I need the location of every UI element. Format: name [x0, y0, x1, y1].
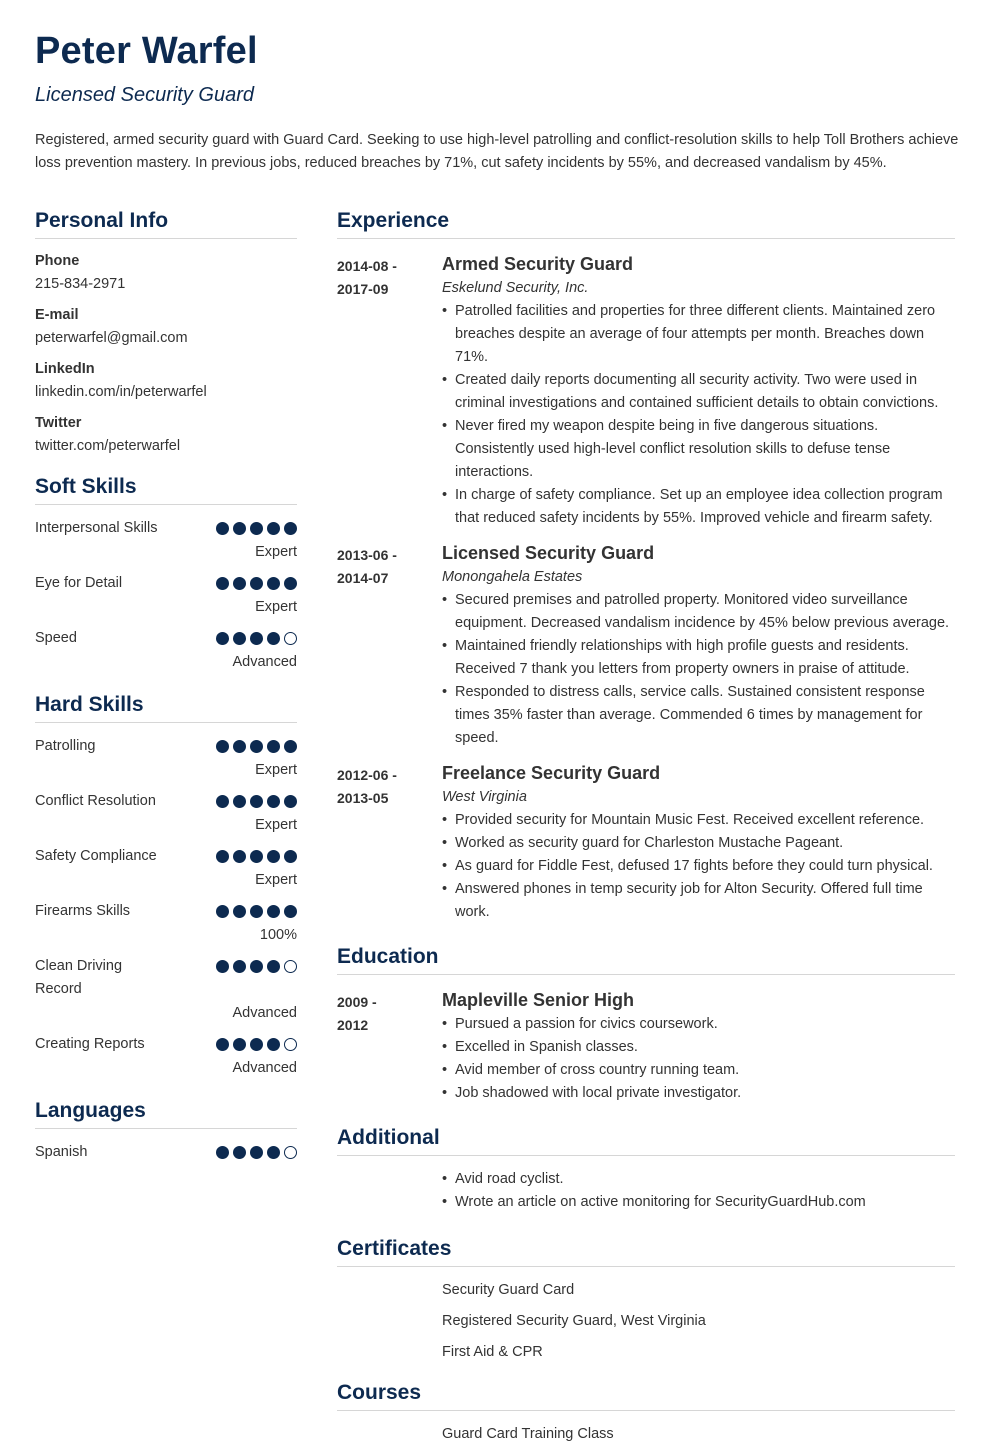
bullet-item: • Patrolled facilities and properties for three different clients. Maintained zero breaches despite an average of four attempts per month. Breaches down 71%.: [442, 300, 955, 369]
rating-dot-filled: [250, 850, 263, 863]
bullet-item: • Never fired my weapon despite being in five dangerous situations. Consistently used high-level conflict resolution skills to defuse tense interactions.: [442, 415, 955, 484]
rating-dot-filled: [250, 522, 263, 535]
skill-level: Expert: [255, 817, 297, 833]
rating-dot-filled: [267, 850, 280, 863]
certificate-item: Registered Security Guard, West Virginia: [442, 1313, 706, 1329]
skill-name: Firearms Skills: [35, 903, 131, 919]
certificate-item: Security Guard Card: [442, 1282, 575, 1298]
courses-heading: Courses: [337, 1380, 955, 1411]
bullet-item: • Pursued a passion for civics coursework.: [442, 1013, 955, 1036]
bullet-item: • Created daily reports documenting all security activity. Two were used in criminal investigations and contained sufficient details to obtain convictions.: [442, 369, 955, 415]
skill-name: Eye for Detail: [35, 575, 123, 591]
date-start: 2014-08 -: [337, 258, 397, 274]
skill-item: [35, 955, 297, 1023]
rating-dot-filled: [267, 960, 280, 973]
entry-date: [337, 987, 442, 1105]
skill-name: Conflict Resolution: [35, 793, 156, 809]
company-name: West Virginia: [442, 789, 527, 805]
date-start: 2013-06 -: [337, 547, 397, 563]
rating-dot-filled: [233, 577, 246, 590]
education-entry: [337, 987, 955, 1105]
skill-item: [35, 517, 297, 562]
languages-list: [35, 1141, 297, 1164]
date-end: 2012: [337, 1017, 369, 1033]
date-end: 2013-05: [337, 790, 389, 806]
skill-item: [35, 735, 297, 780]
skill-level: Expert: [255, 762, 297, 778]
date-start: 2012-06 -: [337, 767, 397, 783]
email-label: E-mail: [35, 307, 79, 323]
course-item: Guard Card Training Class: [442, 1426, 614, 1442]
skill-name: Creating Reports: [35, 1036, 145, 1052]
rating-dot-filled: [216, 905, 229, 918]
courses-section: [337, 1423, 955, 1446]
skill-level: 100%: [259, 927, 297, 943]
skill-level: Expert: [255, 544, 297, 560]
rating-dot-filled: [250, 740, 263, 753]
rating-dot-filled: [250, 1146, 263, 1159]
bullet-item: • Responded to distress calls, service calls. Sustained consistent response times 35% faster than average. Commended 6 times by management for speed.: [442, 681, 955, 750]
rating-dot-filled: [284, 522, 297, 535]
bullet-item: • Maintained friendly relationships with high profile guests and residents. Received 7 thank you letters from property owners in praise of attitude.: [442, 635, 955, 681]
rating-dot-filled: [250, 577, 263, 590]
linkedin-label: LinkedIn: [35, 361, 95, 377]
job-title: Licensed Security Guard: [442, 543, 655, 563]
bullet-item: • As guard for Fiddle Fest, defused 17 fights before they could turn physical.: [442, 855, 955, 878]
bullet-list: [442, 300, 955, 530]
skill-rating: [216, 632, 297, 645]
soft-skills-heading: Soft Skills: [35, 474, 297, 505]
phone-label: Phone: [35, 253, 80, 269]
rating-dot-filled: [216, 632, 229, 645]
rating-dot-filled: [284, 905, 297, 918]
skill-level: Advanced: [232, 1060, 297, 1076]
bullet-item: • Avid member of cross country running team.: [442, 1059, 955, 1082]
rating-dot-empty: [284, 960, 297, 973]
skill-item: [35, 790, 297, 835]
rating-dot-filled: [284, 795, 297, 808]
additional-heading: Additional: [337, 1125, 955, 1156]
skill-name: Safety Compliance: [35, 848, 157, 864]
rating-dot-filled: [284, 850, 297, 863]
skill-rating: [216, 740, 297, 753]
bullet-item: • Provided security for Mountain Music Fest. Received excellent reference.: [442, 809, 955, 832]
resume-summary: Registered, armed security guard with Guard Card. Seeking to use high-level patrolling and conflict-resolution skills to help Toll Brothers achieve loss prevention mastery. In previous jobs, reduced breaches by 71%, cut safety incidents by 55%, and decreased vandalism by 45%.: [35, 132, 959, 171]
skill-rating: [216, 577, 297, 590]
skill-level: Expert: [255, 872, 297, 888]
hard-skills-list: [35, 735, 297, 1078]
rating-dot-filled: [216, 850, 229, 863]
twitter-value[interactable]: twitter.com/peterwarfel: [35, 438, 181, 454]
rating-dot-filled: [250, 960, 263, 973]
rating-dot-filled: [250, 632, 263, 645]
right-column: [337, 208, 955, 1454]
rating-dot-filled: [267, 905, 280, 918]
rating-dot-filled: [216, 577, 229, 590]
rating-dot-filled: [233, 905, 246, 918]
skill-item: [35, 900, 297, 945]
date-start: 2009 -: [337, 994, 377, 1010]
skill-name: Interpersonal Skills: [35, 520, 158, 536]
email-value[interactable]: peterwarfel@gmail.com: [35, 330, 188, 346]
entry-date: [337, 251, 442, 530]
phone-value: 215-834-2971: [35, 276, 126, 292]
education-heading: Education: [337, 944, 955, 975]
rating-dot-filled: [216, 960, 229, 973]
rating-dot-empty: [284, 632, 297, 645]
rating-dot-filled: [233, 795, 246, 808]
bullet-list: [442, 809, 955, 924]
linkedin-value[interactable]: linkedin.com/in/peterwarfel: [35, 384, 207, 400]
twitter-label: Twitter: [35, 415, 82, 431]
skill-rating: [216, 1038, 297, 1051]
rating-dot-filled: [250, 905, 263, 918]
bullet-list: [442, 1013, 955, 1105]
rating-dot-filled: [250, 795, 263, 808]
bullet-item: • In charge of safety compliance. Set up an employee idea collection program that reduced safety incidents by 55%. Improved vehicle and firearm safety.: [442, 484, 955, 530]
company-name: Monongahela Estates: [442, 569, 583, 585]
skill-item: [35, 572, 297, 617]
rating-dot-empty: [284, 1038, 297, 1051]
bullet-item: • Worked as security guard for Charleston Mustache Pageant.: [442, 832, 955, 855]
bullet-item: • Secured premises and patrolled property. Monitored video surveillance equipment. Decreased vandalism incidence by 45% below previous average.: [442, 589, 955, 635]
bullet-item: • Job shadowed with local private investigator.: [442, 1082, 955, 1105]
rating-dot-filled: [250, 1038, 263, 1051]
skill-item: [35, 845, 297, 890]
rating-dot-filled: [284, 577, 297, 590]
rating-dot-filled: [267, 795, 280, 808]
rating-dot-filled: [233, 960, 246, 973]
experience-entry: [337, 251, 955, 530]
bullet-list: [442, 1168, 955, 1214]
personal-info-section: [35, 251, 297, 456]
rating-dot-filled: [233, 1038, 246, 1051]
date-end: 2014-07: [337, 570, 389, 586]
rating-dot-filled: [284, 740, 297, 753]
experience-entry: [337, 540, 955, 750]
job-title: Armed Security Guard: [442, 254, 634, 274]
bullet-item: • Answered phones in temp security job for Alton Security. Offered full time work.: [442, 878, 955, 924]
skill-level: Advanced: [232, 1005, 297, 1021]
rating-dot-filled: [216, 522, 229, 535]
date-end: 2017-09: [337, 281, 389, 297]
bullet-item: • Avid road cyclist.: [442, 1168, 955, 1191]
skill-rating: [216, 850, 297, 863]
skill-item: [35, 1033, 297, 1078]
rating-dot-filled: [267, 577, 280, 590]
rating-dot-filled: [216, 1038, 229, 1051]
skill-name: Speed: [35, 630, 77, 646]
certificates-section: [337, 1279, 955, 1364]
rating-dot-filled: [216, 740, 229, 753]
additional-section: [337, 1168, 955, 1214]
left-column: [35, 208, 297, 1174]
skill-rating: [216, 795, 297, 808]
rating-dot-filled: [233, 740, 246, 753]
skill-rating: [216, 960, 297, 973]
personal-info-heading: Personal Info: [35, 208, 297, 239]
rating-dot-filled: [267, 522, 280, 535]
language-item: [35, 1141, 297, 1164]
skill-rating: [216, 522, 297, 535]
language-name: Spanish: [35, 1144, 88, 1160]
certificates-heading: Certificates: [337, 1236, 955, 1267]
bullet-item: • Excelled in Spanish classes.: [442, 1036, 955, 1059]
rating-dot-filled: [267, 1038, 280, 1051]
language-rating: [216, 1146, 297, 1159]
resume-name: Peter Warfel: [35, 30, 258, 72]
rating-dot-filled: [233, 1146, 246, 1159]
bullet-item: • Wrote an article on active monitoring for SecurityGuardHub.com: [442, 1191, 955, 1214]
company-name: Eskelund Security, Inc.: [442, 280, 589, 296]
skill-item: [35, 627, 297, 672]
entry-date: [337, 760, 442, 924]
rating-dot-filled: [233, 522, 246, 535]
rating-dot-empty: [284, 1146, 297, 1159]
entry-date: [337, 540, 442, 750]
experience-heading: Experience: [337, 208, 955, 239]
rating-dot-filled: [233, 850, 246, 863]
school-name: Mapleville Senior High: [442, 990, 635, 1010]
job-title: Freelance Security Guard: [442, 763, 661, 783]
skill-level: Advanced: [232, 654, 297, 670]
hard-skills-heading: Hard Skills: [35, 692, 297, 723]
skill-name: Clean Driving Record: [35, 958, 123, 997]
skill-rating: [216, 905, 297, 918]
skill-level: Expert: [255, 599, 297, 615]
rating-dot-filled: [216, 795, 229, 808]
bullet-list: [442, 589, 955, 750]
experience-entry: [337, 760, 955, 924]
rating-dot-filled: [233, 632, 246, 645]
rating-dot-filled: [267, 1146, 280, 1159]
resume-title: Licensed Security Guard: [35, 84, 255, 106]
languages-heading: Languages: [35, 1098, 297, 1129]
rating-dot-filled: [267, 632, 280, 645]
soft-skills-list: [35, 517, 297, 672]
rating-dot-filled: [216, 1146, 229, 1159]
skill-name: Patrolling: [35, 738, 96, 754]
certificate-item: First Aid & CPR: [442, 1344, 543, 1360]
rating-dot-filled: [267, 740, 280, 753]
